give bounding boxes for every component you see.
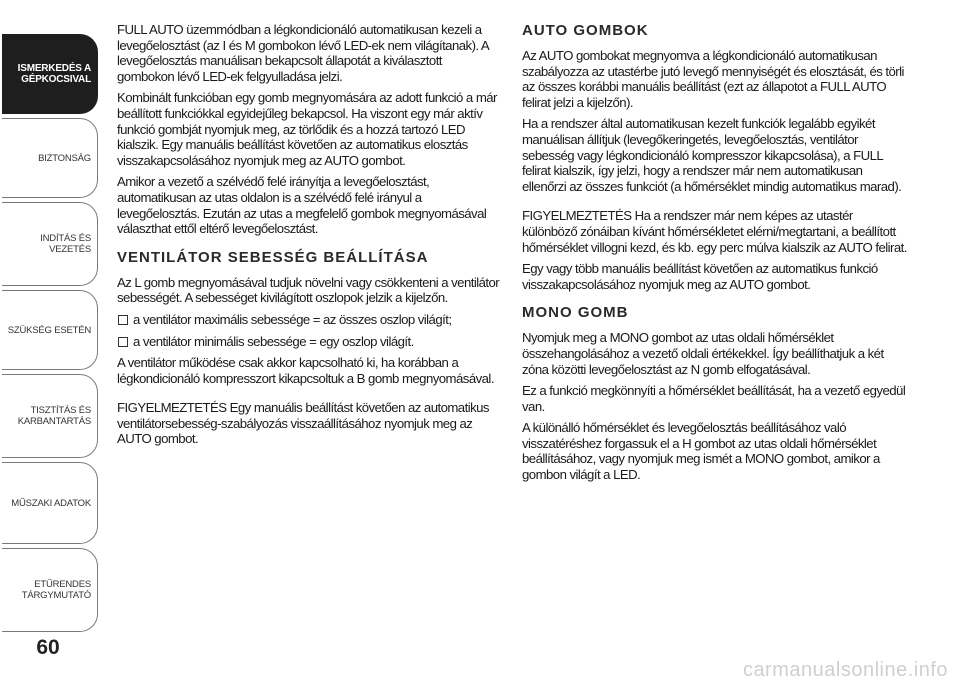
warning-paragraph: FIGYELMEZTETÉS Egy manuális beállítást követően az automatikus ventilátorsebesség-szabályozás visszaállításához nyomjuk meg az AUTO gombot.: [117, 400, 489, 447]
paragraph: A ventilátor működése csak akkor kapcsolható ki, ha korábban a légkondicionáló kompresszort kikapcsoltuk a B gomb megnyomásával.: [117, 355, 494, 386]
paragraph: Ez a funkció megkönnyíti a hőmérséklet beállítását, ha a vezető egyedül van.: [522, 383, 906, 414]
paragraph: Nyomjuk meg a MONO gombot az utas oldali hőmérséklet összehangolásához a vezető oldali értékekkel. Így beállíthatjuk a két zóna közötti levegőelosztást az N gomb elfogatásával.: [522, 330, 884, 377]
page-number: 60: [36, 636, 60, 659]
tab-tisztitas-es-karbantartas[interactable]: [2, 374, 98, 458]
tab-label: INDÍTÁS ÉS VEZETÉS: [40, 233, 91, 255]
paragraph: Az L gomb megnyomásával tudjuk növelni vagy csökkenteni a ventilátor sebességét. A sebességet kivilágított oszlopok jelzik a kijelzőn.: [117, 274, 500, 306]
tab-label: BIZTONSÁG: [38, 152, 91, 164]
chapter-tabs: [0, 0, 100, 640]
bullet-text: a ventilátor maximális sebessége = az összes oszlop világít;: [133, 311, 452, 327]
paragraph: Egy vagy több manuális beállítást követően az automatikus funkció visszakapcsolásához nyomjuk meg az AUTO gombot.: [522, 261, 878, 292]
tab-label: ISMERKEDÉS A GÉPKOCSIVAL: [17, 63, 91, 85]
section-heading: MONO GOMB: [522, 304, 629, 322]
paragraph: A különálló hőmérséklet és levegőelosztás beállításához való visszatéréshez forgassuk el a H gombot az utas oldali hőmérséklet beállításához, vagy nyomjuk meg ismét a MONO gombot, amikor a gombon világít a LED.: [522, 420, 880, 483]
tab-biztonsag[interactable]: [2, 118, 98, 198]
tab-szukseg-eseten[interactable]: [2, 290, 98, 370]
bullet-item: [117, 334, 500, 350]
tab-inditas-es-vezetes[interactable]: [2, 202, 98, 286]
tab-ismerkedes[interactable]: [2, 34, 98, 114]
section-heading: VENTILÁTOR SEBESSÉG BEÁLLÍTÁSA: [117, 248, 429, 266]
paragraph: Ha a rendszer által automatikusan kezelt funkciók legalább egyikét manuálisan állítjuk (levegőkeringetés, levegőelosztás, ventilátor sebesség vagy légkondicionáló kompresszor kikapcsolása), a FULL felirat kialszik, így jelzi, hogy a rendszer már nem automatikusan ellenőrzi az összes funkciót (a hőmérséklet mindig automatikus marad).: [522, 116, 902, 194]
left-column: [117, 22, 500, 453]
tab-label: MŰSZAKI ADATOK: [11, 497, 91, 509]
tab-label: SZÜKSÉG ESETÉN: [7, 324, 91, 336]
warning-paragraph: FIGYELMEZTETÉS Ha a rendszer már nem képes az utastér különböző zónáiban kívánt hőmérsékletet elérni/megtartani, a beállított hőmérséklet villogni kezd, és kb. egy perc múlva kialszik az AUTO felirat.: [522, 208, 907, 255]
tab-label: TISZTÍTÁS ÉS KARBANTARTÁS: [17, 405, 91, 427]
tab-label: ETŰRENDES TÁRGYMUTATÓ: [21, 579, 91, 601]
paragraph: FULL AUTO üzemmódban a légkondicionáló automatikusan kezeli a levegőelosztást (az I és M gombokon lévő LED-ek nem világítanak). A levegőelosztás manuálisan bekapcsolt állapotát a kiválasztott gombokon lévő LED-ek felgyulladása jelzi.: [117, 22, 489, 84]
tab-muszaki-adatok[interactable]: [2, 462, 98, 544]
bullet-text: a ventilátor minimális sebessége = egy oszlop világít.: [133, 333, 414, 349]
bullet-item: [117, 312, 500, 328]
watermark: carmanualsonline.info: [742, 659, 948, 681]
tab-targymutato[interactable]: [2, 548, 98, 632]
section-heading: AUTO GOMBOK: [522, 22, 649, 39]
paragraph: Amikor a vezető a szélvédő felé irányítja a levegőelosztást, automatikusan az utas oldalon is a szélvédő felé irányul a levegőelosztás. Ezután az utas a megfelelő gombok megnyomásával választhat ettől eltérő levegőelosztást.: [117, 174, 487, 237]
paragraph: Az AUTO gombokat megnyomva a légkondicionáló automatikusan szabályozza az utastérbe jutó levegő mennyiségét és elosztását, és törli az összes korábbi manuális beállítást (ezt az állapotot a FULL AUTO felirat jelzi a kijelzőn).: [522, 48, 904, 110]
paragraph: Kombinált funkcióban egy gomb megnyomására az adott funkció a már beállított funkciókkal egyidejűleg bekapcsol. Ha viszont egy már aktív funkció gombját nyomjuk meg, az törlődik és a hozzá tartozó LED kialszik. Egy manuális beállítást követően az automatikus elosztás visszakapcsolásához nyomjuk meg az AUTO gombot.: [117, 90, 497, 168]
checkbox-bullet-icon: [118, 315, 128, 325]
checkbox-bullet-icon: [118, 337, 128, 347]
right-column: [522, 22, 907, 489]
